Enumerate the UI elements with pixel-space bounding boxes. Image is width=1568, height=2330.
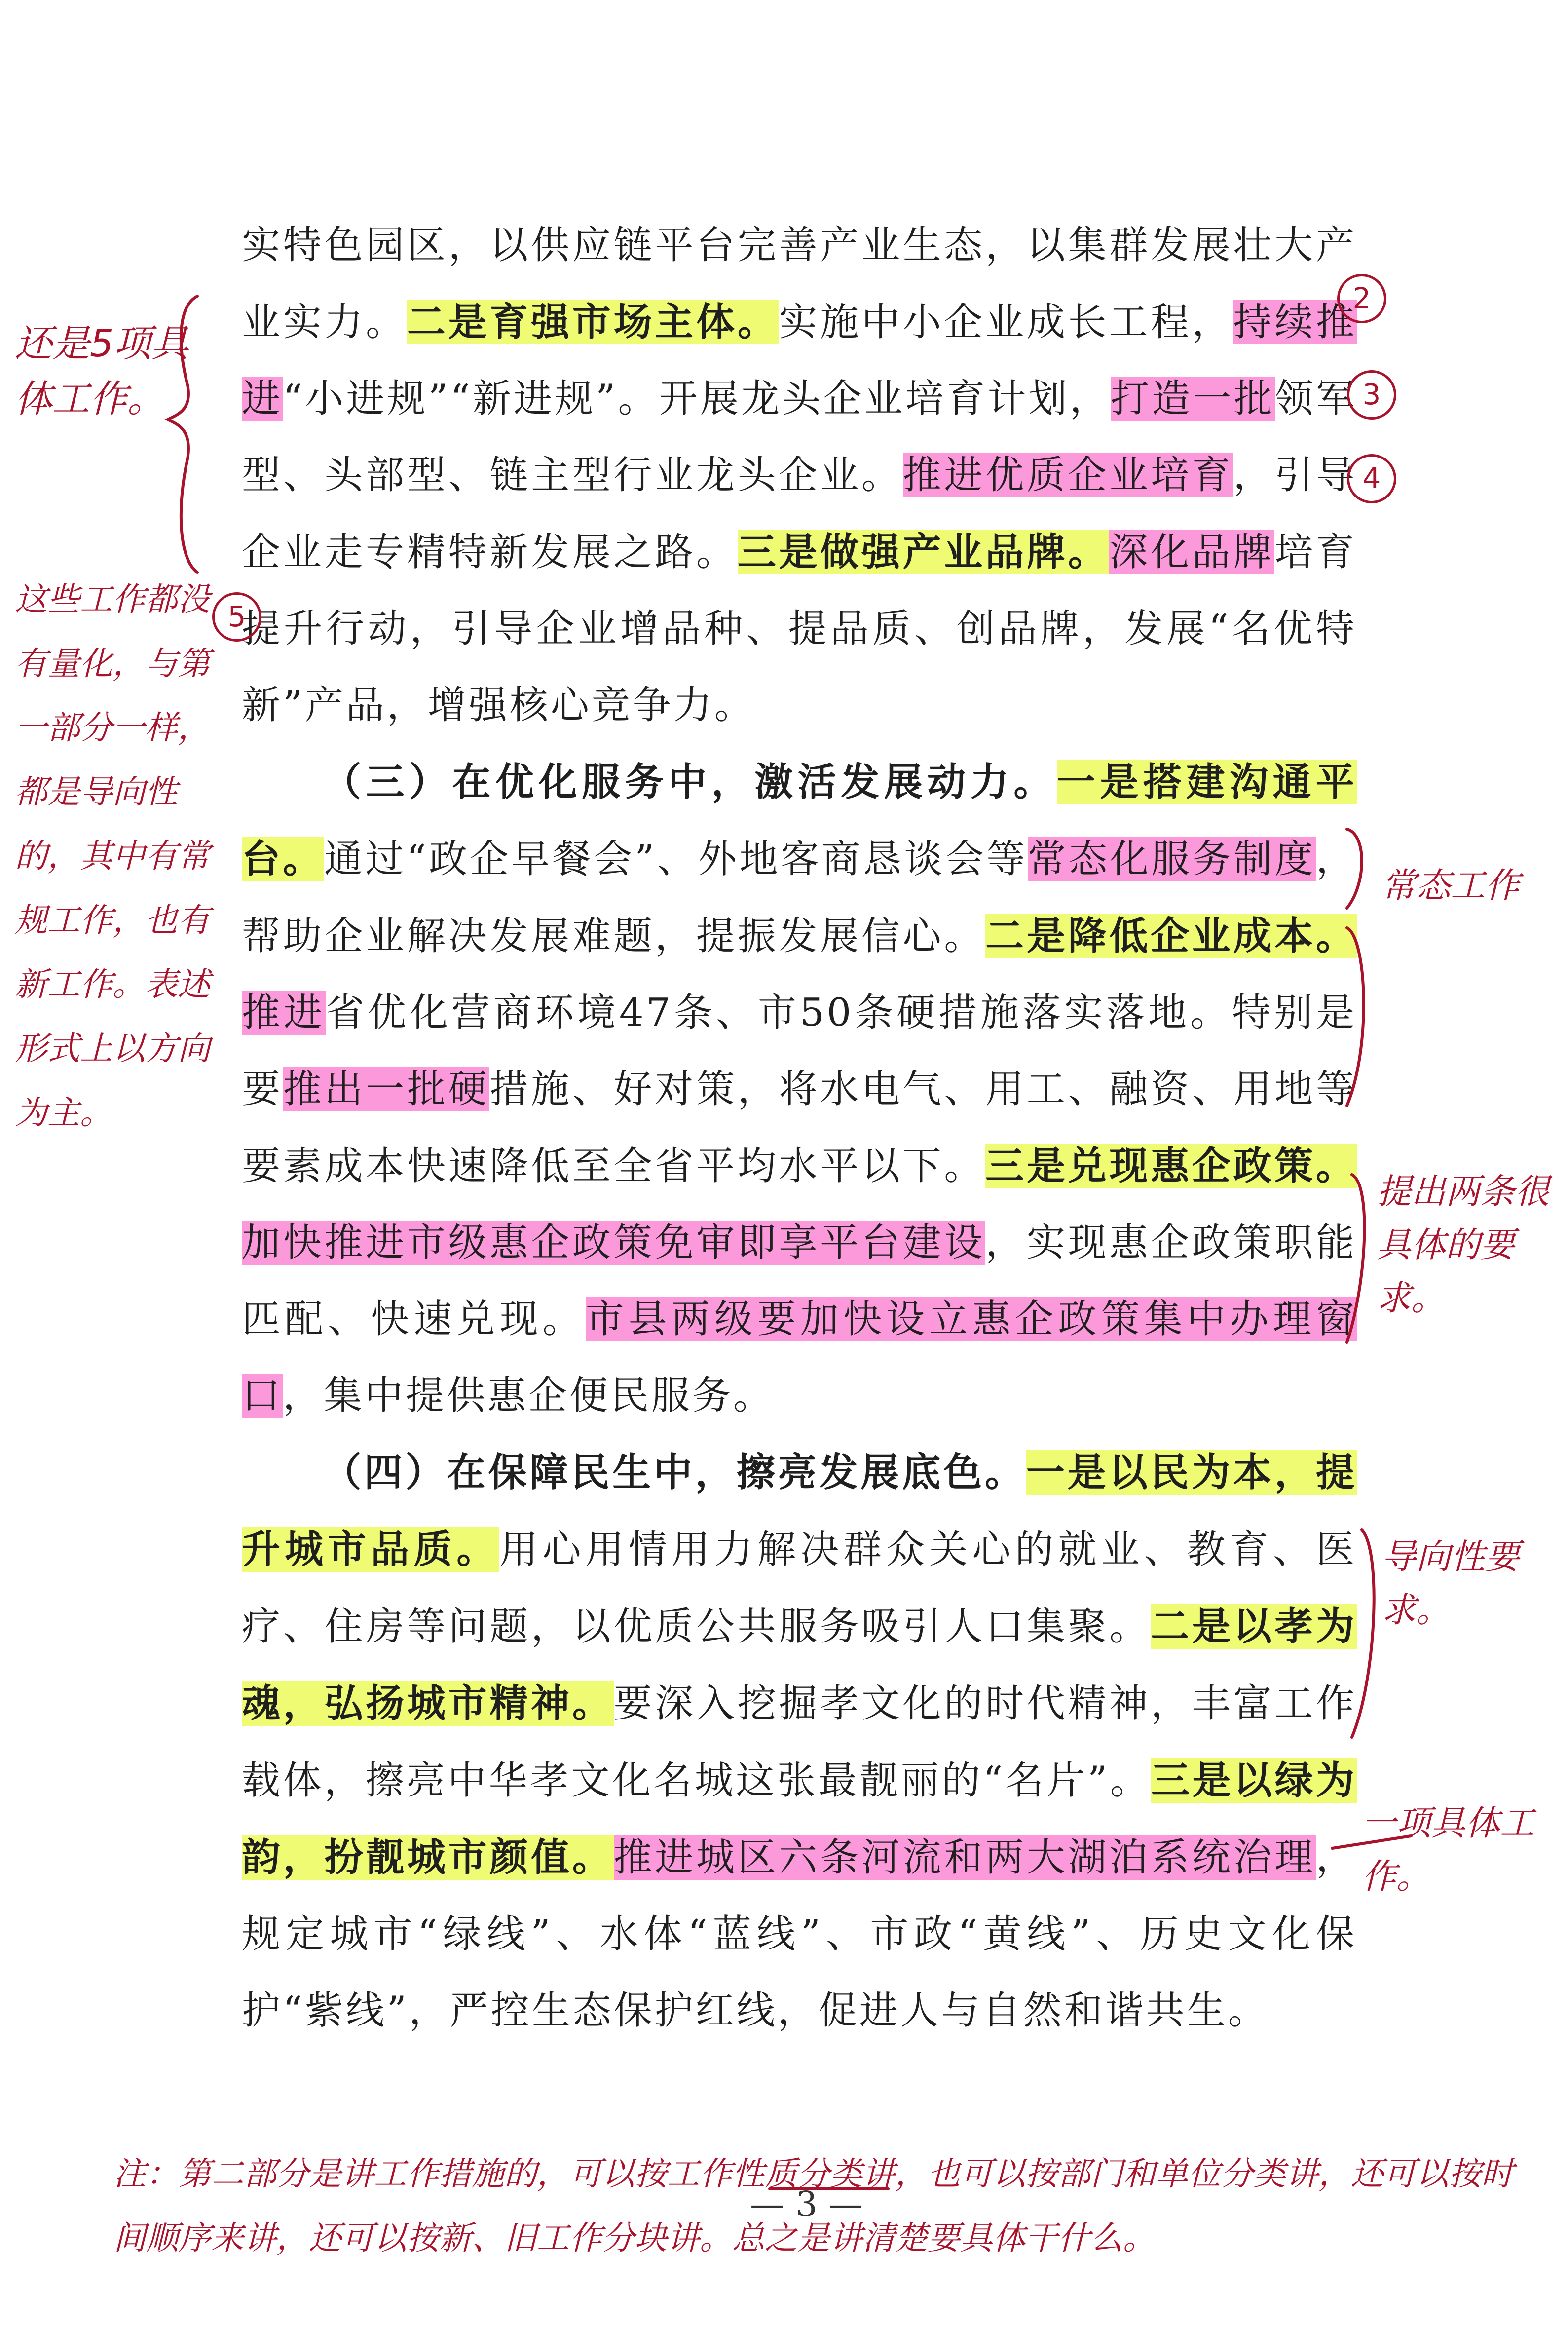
highlighted-text: 推进: [242, 991, 326, 1035]
highlighted-text: 二是降低企业成本。: [985, 914, 1357, 958]
highlighted-text: 市县两级要加快设立惠企政策集中办理窗口: [242, 1297, 1357, 1418]
right-line-4: [1332, 1836, 1411, 1848]
text-segment: 培育提升行动，引导企业增品种、提品质、创品牌，发展“名优特新”产品，增强核心竞争力。: [242, 530, 1357, 727]
text-segment: 省优化营商环境47条、市50条硬措施落实落地。特别是要: [242, 991, 1357, 1111]
highlighted-text: 三是以绿为韵，扮靓城市颜值。: [242, 1758, 1357, 1880]
text-segment: （三）在优化服务中，激活发展动力。: [323, 760, 1057, 804]
circled-number-2: 2: [1337, 274, 1386, 323]
text-segment: （四）在保障民生中，擦亮发展底色。: [323, 1450, 1026, 1495]
handwritten-note-right-1: 常态工作: [1381, 865, 1520, 906]
handwritten-note-right-4: 一项具体工作。: [1362, 1803, 1534, 1897]
highlighted-text: 三是兑现惠企政策。: [985, 1144, 1357, 1188]
text-segment: 实施中小企业成长工程，: [779, 300, 1233, 344]
highlighted-text: 推进城区六条河流和两大湖泊系统治理: [613, 1835, 1316, 1880]
handwritten-note-right-2: 提出两条很具体的要求。: [1377, 1171, 1549, 1318]
handwritten-note-left-middle: 这些工作都没有量化，与第一部分一样，都是导向性的，其中有常规工作，也有新工作。表述形式上以方向为主。: [15, 580, 210, 1132]
highlighted-text: 二是育强市场主体。: [407, 300, 779, 344]
text-segment: 要深入挖掘孝文化的时代精神，丰富工作载体，擦亮中华孝文化名城这张最靓丽的“名片”。: [242, 1681, 1357, 1803]
text-segment: “小进规”“新进规”。开展龙头企业培育计划，: [283, 377, 1111, 421]
text-segment: ，规定城市“绿线”、水体“蓝线”、市政“黄线”、历史文化保护“紫线”，严控生态保护红线，促进人与自然和谐共生。: [242, 1835, 1357, 2033]
right-bracket-1: [1347, 829, 1362, 908]
left-brace: [168, 296, 197, 573]
text-segment: ，集中提供惠企便民服务。: [283, 1374, 775, 1418]
highlighted-text: 二是以孝为魂，弘扬城市精神。: [242, 1604, 1357, 1726]
highlighted-text: 持续推进: [242, 300, 1357, 421]
highlighted-text: 推出一批硬: [283, 1067, 490, 1111]
text-segment: 通过“政企早餐会”、外地客商恳谈会等: [324, 837, 1028, 881]
text-segment: 领军型、头部型、链主型行业龙头企业。: [242, 377, 1357, 497]
text-segment: ，引导企业走专精特新发展之路。: [242, 453, 1357, 574]
highlighted-text: 加快推进市级惠企政策免审即享平台建设: [242, 1221, 986, 1265]
highlighted-text: 一是以民为本，提升城市品质。: [242, 1450, 1357, 1572]
text-segment: ，帮助企业解决发展难题，提振发展信心。: [242, 837, 1357, 958]
highlighted-text: 深化品牌: [1109, 530, 1275, 574]
right-bracket-4: [1352, 1530, 1374, 1737]
handwritten-note-left-top: 还是5项具体工作。: [15, 321, 189, 420]
text-segment: ，实现惠企政策职能匹配、快速兑现。: [242, 1221, 1357, 1341]
handwritten-note-bottom: 注：第二部分是讲工作措施的，可以按工作性质分类讲，也可以按部门和单位分类讲，还可以按时间顺序来讲，还可以按新、旧工作分块讲。总之是讲清楚要具体干什么。: [113, 2155, 1514, 2257]
highlighted-text: 三是做强产业品牌。: [737, 530, 1110, 574]
handwritten-note-right-3: 导向性要求。: [1381, 1536, 1520, 1630]
text-segment: 实特色园区，以供应链平台完善产业生态，以集群发展壮大产业实力。: [242, 223, 1357, 344]
highlighted-text: 常态化服务制度: [1027, 837, 1316, 881]
page-number: — 3 —: [750, 2184, 863, 2224]
right-bracket-2: [1347, 928, 1364, 1106]
highlighted-text: 打造一批: [1110, 377, 1275, 421]
text-segment: 用心用情用力解决群众关心的就业、教育、医疗、住房等问题，以优质公共服务吸引人口集聚。: [242, 1528, 1357, 1649]
right-bracket-3: [1347, 1175, 1364, 1342]
highlighted-text: 一是搭建沟通平台。: [242, 760, 1357, 881]
circled-number-3: 3: [1347, 370, 1396, 420]
circled-number-4: 4: [1347, 454, 1396, 503]
text-segment: 措施、好对策，将水电气、用工、融资、用地等要素成本快速降低至全省平均水平以下。: [242, 1067, 1357, 1188]
circled-number-5: 5: [212, 592, 261, 642]
highlighted-text: 推进优质企业培育: [902, 453, 1233, 497]
